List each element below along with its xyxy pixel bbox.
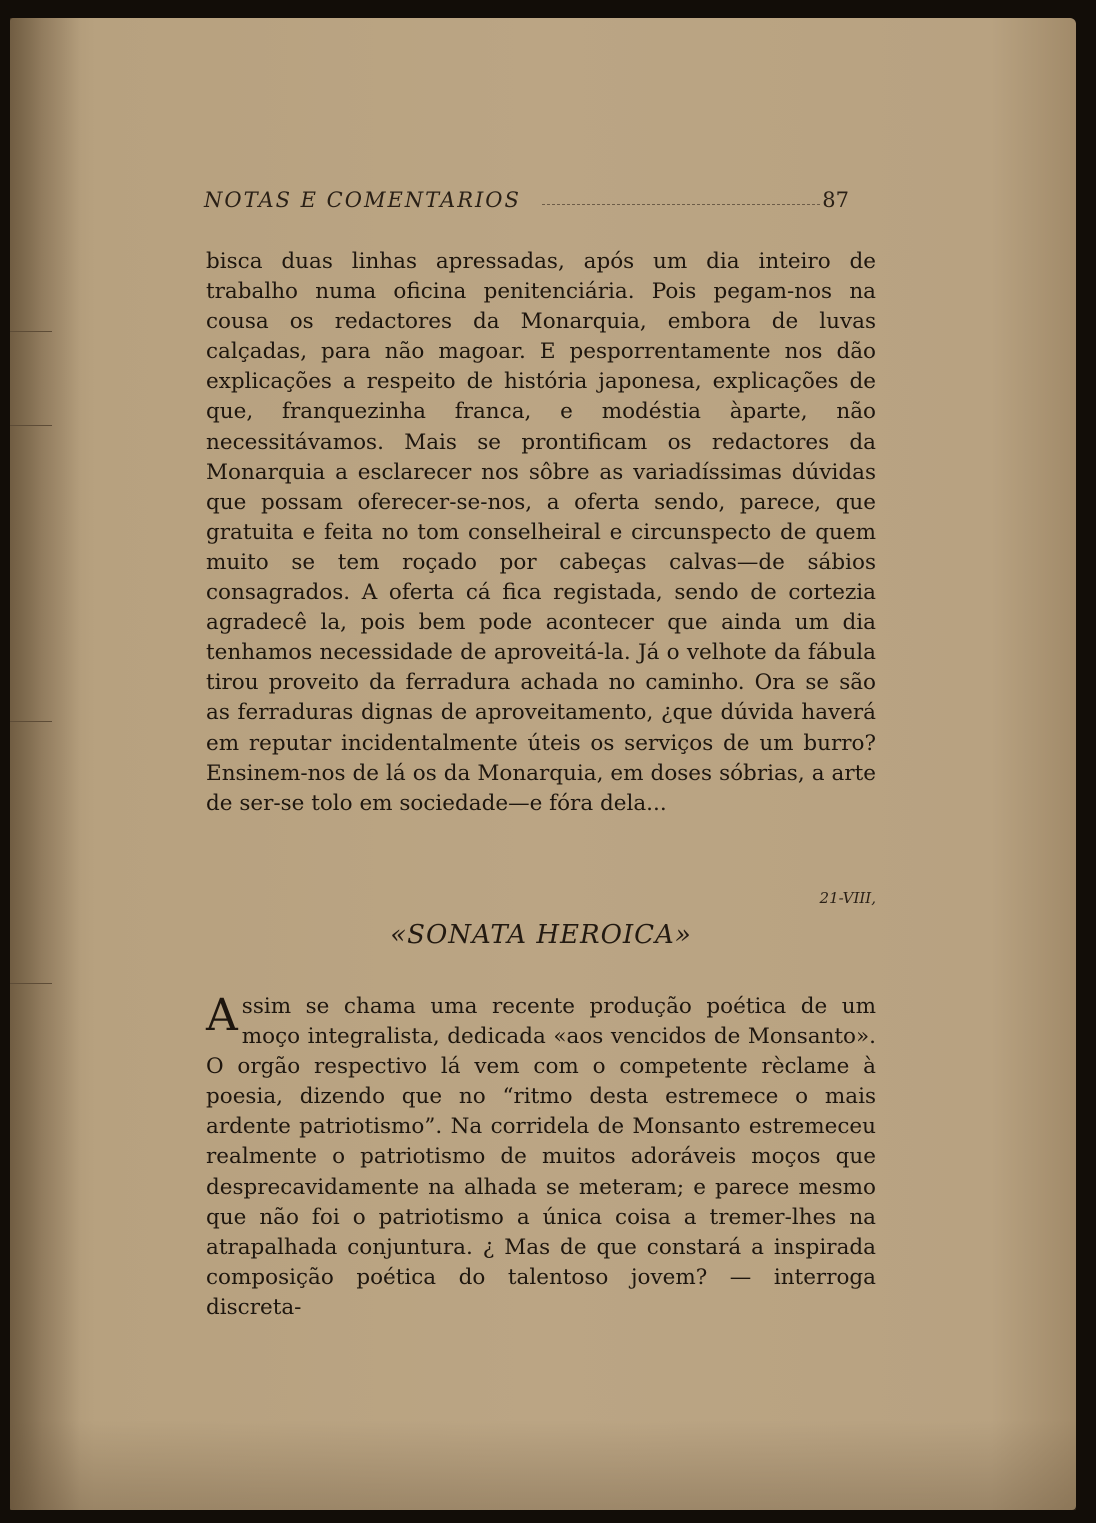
section-heading: «SONATA HEROICA» xyxy=(390,920,692,950)
paragraph-2-text: ssim se chama uma recente produção poética de um moço integralista, dedicada «aos vencidos de Monsanto». O orgão respectivo lá vem com o competente rèclame à poesia, dizendo que no “ritmo desta estremece o mais ardente patriotismo”. Na corridela de Monsanto estremeceu realmente o patriotismo de muitos adoráveis moços que desprecavidamente na alhada se meteram; e parece mesmo que não foi o patriotismo a única coisa a tremer-lhes na atrapalhada conjuntura. ¿ Mas de que constará a inspirada composição poética do talentoso jovem? — interroga discreta- xyxy=(206,994,876,1320)
margin-mark xyxy=(10,425,52,426)
margin-mark xyxy=(10,983,52,984)
drop-cap: A xyxy=(206,990,238,1041)
entry-date: 21-VIII, xyxy=(819,889,876,907)
margin-mark xyxy=(10,331,52,332)
body-text-section-2 xyxy=(206,992,876,1323)
running-head-title: NOTAS E COMENTARIOS xyxy=(204,188,521,212)
running-head xyxy=(204,188,849,218)
page-number: 87 xyxy=(822,188,849,212)
running-head-rule xyxy=(542,204,820,205)
margin-mark xyxy=(10,721,52,722)
body-text-section-1 xyxy=(206,247,876,819)
paragraph-1: bisca duas linhas apressadas, após um dia inteiro de trabalho numa oficina penitenciária. Pois pegam-nos na cousa os redactores da Monarquia, embora de luvas calçadas, para não magoar. E pesporrentamente nos dão explicações a respeito de história japonesa, explicações de que, franquezinha franca, e modéstia àparte, não necessitávamos. Mais se prontificam os redactores da Monarquia a esclarecer nos sôbre as variadíssimas dúvidas que possam oferecer-se-nos, a oferta sendo, parece, que gratuita e feita no tom conselheiral e circunspecto de quem muito se tem roçado por cabeças calvas—de sábios consagrados. A oferta cá fica registada, sendo de cortezia agradecê la, pois bem pode acontecer que ainda um dia tenhamos necessidade de aproveitá-la. Já o velhote da fábula tirou proveito da ferradura achada no caminho. Ora se são as ferraduras dignas de aproveitamento, ¿que dúvida haverá em reputar incidentalmente úteis os serviços de um burro? Ensinem-nos de lá os da Monarquia, em doses sóbrias, a arte de ser-se tolo em sociedade—e fóra dela... xyxy=(206,249,876,816)
paragraph-2 xyxy=(206,992,876,1323)
